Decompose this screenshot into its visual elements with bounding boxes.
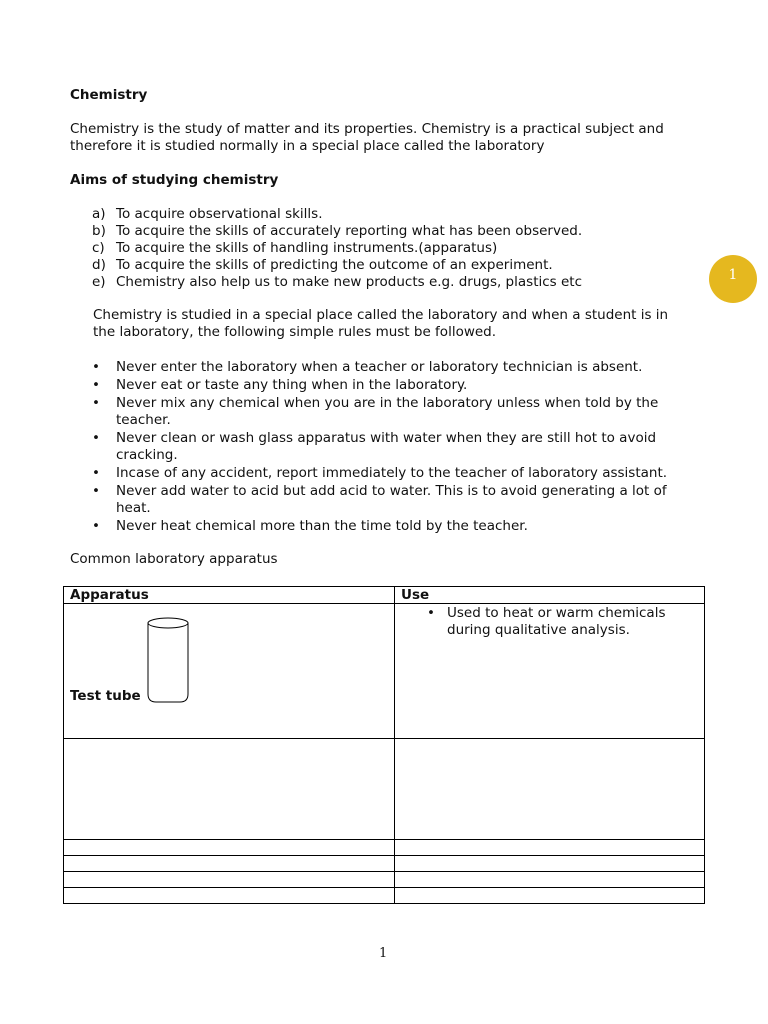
aim-text: To acquire observational skills. xyxy=(116,206,323,222)
aim-label: d) xyxy=(92,257,106,273)
aim-label: a) xyxy=(92,206,106,222)
use-cell xyxy=(395,840,705,856)
rule-item xyxy=(92,377,702,394)
use-cell xyxy=(395,604,705,739)
use-cell xyxy=(395,739,705,840)
table-row xyxy=(64,604,705,739)
rule-text: Never add water to acid but add acid to water. This is to avoid generating a lot of xyxy=(116,483,667,499)
rule-text: Never clean or wash glass apparatus with water when they are still hot to avoid xyxy=(116,430,657,446)
aim-item xyxy=(92,257,582,274)
apparatus-cell xyxy=(64,888,395,904)
rule-text: Never heat chemical more than the time told by the teacher. xyxy=(116,518,528,534)
intro-line: Chemistry is the study of matter and its properties. Chemistry is a practical subject and xyxy=(70,121,664,137)
apparatus-cell xyxy=(64,872,395,888)
bullet-icon: • xyxy=(92,483,100,499)
rule-item xyxy=(92,518,702,535)
rule-item xyxy=(92,483,702,517)
table-row xyxy=(64,888,705,904)
aim-item xyxy=(92,223,582,240)
rule-text: Never mix any chemical when you are in the laboratory unless when told by the xyxy=(116,395,659,411)
test-tube-icon xyxy=(146,616,192,706)
aim-text: To acquire the skills of accurately reporting what has been observed. xyxy=(116,223,583,239)
use-cell xyxy=(395,888,705,904)
table-row xyxy=(64,739,705,840)
lab-intro-line: Chemistry is studied in a special place called the laboratory and when a student is in xyxy=(93,307,669,323)
test-tube-label: Test tube xyxy=(70,688,141,704)
aim-text: Chemistry also help us to make new products e.g. drugs, plastics etc xyxy=(116,274,583,290)
apparatus-cell xyxy=(64,739,395,840)
rule-text: Never enter the laboratory when a teacher or laboratory technician is absent. xyxy=(116,359,643,375)
apparatus-table xyxy=(63,586,705,904)
bullet-icon: • xyxy=(427,605,435,621)
rules-list xyxy=(92,359,702,536)
intro-line: therefore it is studied normally in a special place called the laboratory xyxy=(70,138,545,154)
aims-heading: Aims of studying chemistry xyxy=(70,172,279,188)
table-row xyxy=(64,872,705,888)
page-title: Chemistry xyxy=(70,87,148,103)
use-cell xyxy=(395,856,705,872)
use-text: Used to heat or warm chemicals xyxy=(447,605,666,621)
use-cell xyxy=(395,872,705,888)
page-number: 1 xyxy=(379,946,388,961)
apparatus-heading: Common laboratory apparatus xyxy=(70,551,278,567)
bullet-icon: • xyxy=(92,395,100,411)
bullet-icon: • xyxy=(92,430,100,446)
aim-label: c) xyxy=(92,240,105,256)
apparatus-cell xyxy=(64,840,395,856)
aim-item xyxy=(92,240,582,257)
rule-text-continued: teacher. xyxy=(116,412,171,428)
use-item xyxy=(401,605,698,639)
lab-intro-paragraph xyxy=(93,307,668,341)
aim-text: To acquire the skills of predicting the outcome of an experiment. xyxy=(116,257,553,273)
aims-list xyxy=(92,206,582,291)
table-row xyxy=(64,840,705,856)
rule-text: Incase of any accident, report immediately to the teacher of laboratory assistant. xyxy=(116,465,668,481)
table-header-row xyxy=(64,587,705,604)
use-text-continued: during qualitative analysis. xyxy=(447,622,630,638)
rule-item xyxy=(92,359,702,376)
rule-text: Never eat or taste any thing when in the laboratory. xyxy=(116,377,468,393)
rule-item xyxy=(92,395,702,429)
bullet-icon: • xyxy=(92,518,100,534)
aim-label: b) xyxy=(92,223,106,239)
bullet-icon: • xyxy=(92,359,100,375)
aim-label: e) xyxy=(92,274,106,290)
intro-paragraph xyxy=(70,121,664,155)
bullet-icon: • xyxy=(92,465,100,481)
apparatus-cell xyxy=(64,604,395,739)
aim-text: To acquire the skills of handling instruments.(apparatus) xyxy=(116,240,498,256)
rule-item xyxy=(92,430,702,464)
apparatus-cell xyxy=(64,856,395,872)
column-header-use: Use xyxy=(395,587,705,604)
rule-item xyxy=(92,465,702,482)
table-row xyxy=(64,856,705,872)
page-badge: 1 xyxy=(709,255,757,303)
rule-text-continued: cracking. xyxy=(116,447,178,463)
bullet-icon: • xyxy=(92,377,100,393)
column-header-apparatus: Apparatus xyxy=(64,587,395,604)
lab-intro-line: the laboratory, the following simple rules must be followed. xyxy=(93,324,497,340)
aim-item xyxy=(92,274,582,291)
rule-text-continued: heat. xyxy=(116,500,151,516)
aim-item xyxy=(92,206,582,223)
